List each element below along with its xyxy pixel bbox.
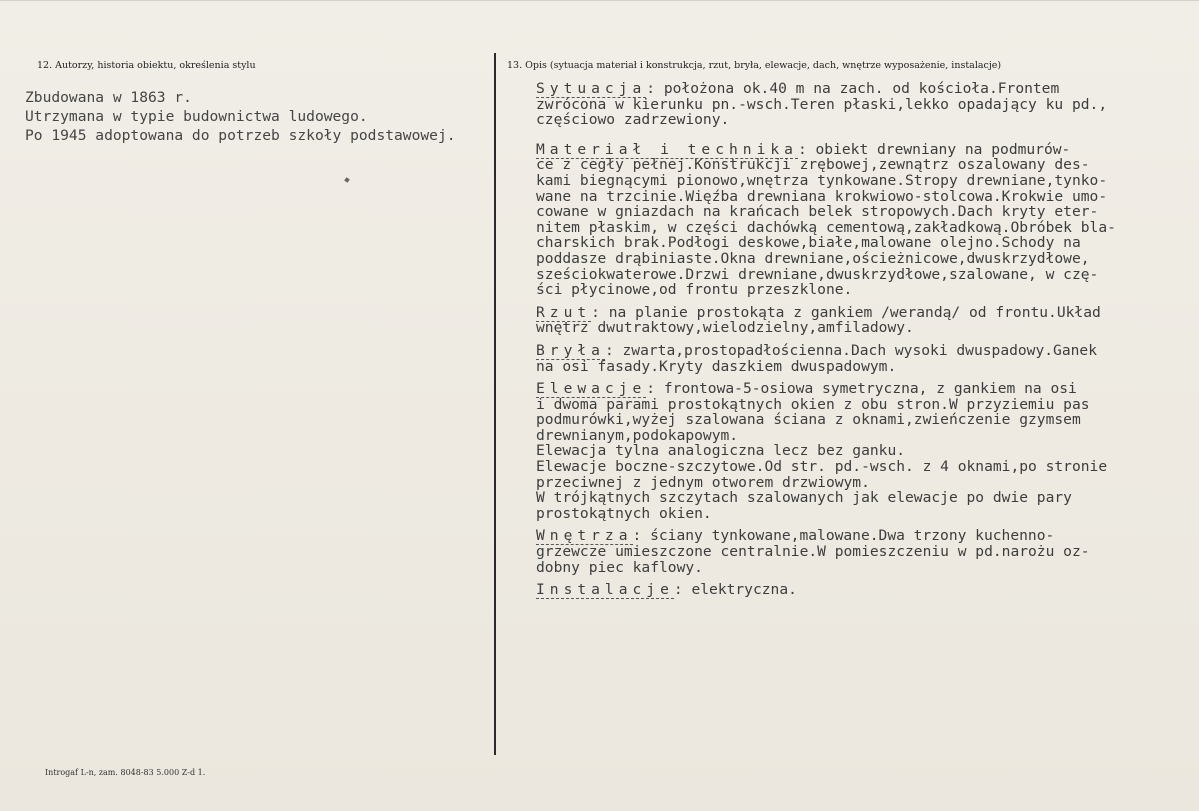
text-line: poddasze drąbiniaste.Okna drewniane,ościeżnicowe,dwuskrzydłowe, — [536, 249, 1090, 267]
text-line: i dwoma parami prostokątnych okien z obu stron.W przyziemiu pas — [536, 395, 1090, 413]
text-line: kami biegnącymi pionowo,wnętrza tynkowane.Stropy drewniane,tynko- — [536, 171, 1108, 189]
text-line: ściany tynkowane,malowane.Dwa trzony kuchenno- — [641, 527, 1055, 545]
heading-bryla: Bryła — [536, 341, 605, 359]
text-line: na osi fasady.Kryty daszkiem dwuspadowym. — [536, 357, 897, 375]
text-line: sześciokwaterowe.Drzwi drewniane,dwuskrzydłowe,szalowane, w czę- — [536, 265, 1099, 283]
text-line: wane na trzcinie.Więźba drewniana krokwiowo-stolcowa.Krokwie umo- — [536, 187, 1108, 205]
text-line: Elewacje boczne-szczytowe.Od str. pd.-wsch. z 4 oknami,po stronie — [536, 458, 1108, 476]
heading-elewacje: Elewacje — [536, 380, 647, 398]
paragraph-wnetrza: Wnętrza: ściany tynkowane,malowane.Dwa trzony kuchenno- grzewcze umieszczone centralnie.W pomieszczeniu w pd.narożu oz- dobny piec kaflowy. — [536, 528, 1196, 575]
text-line: elektryczna. — [682, 581, 797, 599]
text-line: obiekt drewniany na podmurów- — [806, 140, 1071, 158]
text-line: podmurówki,wyżej szalowana ściana z oknami,zwieńczenie gzymsem — [536, 411, 1081, 429]
heading-wnetrza: Wnętrza — [536, 527, 633, 545]
paragraph-elewacje: Elewacje: frontowa-5-osiowa symetryczna, z gankiem na osi i dwoma parami prostokątnych okien z obu stron.W przyziemiu pas podmurówki,wyżej szalowana ściana z oknami,zwieńczenie gzymsem drewnianym,podokapowym. Elewacja tylna analogiczna lecz bez ganku. Elewacje boczne-szczytowe.Od str. pd.-wsch. z 4 oknami,po stronie przeciwnej z jednym otworem drzwiowym. W trójkątnych szczytach szalowanych jak elewacje po dwie pary prostokątnych okien. — [536, 381, 1196, 521]
text-line: wnętrz dwutraktowy,wielodzielny,amfiladowy. — [536, 319, 914, 337]
text-line: ści płycinowe,od frontu przeszklone. — [536, 281, 853, 299]
text-line: częściowo zadrzewiony. — [536, 111, 730, 129]
column-divider — [494, 53, 496, 755]
text-line: położona ok.40 m na zach. od kościoła.Frontem — [655, 80, 1060, 97]
paragraph-rzut: Rzut: na planie prostokąta z gankiem /werandą/ od frontu.Układ wnętrz dwutraktowy,wielodzielny,amfiladowy. — [536, 305, 1196, 336]
text-line: ce z cegły pełnej.Konstrukcji zrębowej,zewnątrz oszalowany des- — [536, 156, 1090, 174]
history-line: Po 1945 adoptowana do potrzeb szkoły podstawowej. — [25, 127, 456, 144]
text-line: drewnianym,podokapowym. — [536, 426, 739, 444]
heading-material: Materiał i technika — [536, 140, 798, 158]
text-line: charskich brak.Podłogi deskowe,białe,malowane olejno.Schody na — [536, 234, 1081, 252]
text-line: dobny piec kaflowy. — [536, 558, 703, 576]
paragraph-sytuacja: Sytuacja: położona ok.40 m na zach. od kościoła.Frontem zwrócona w kierunku pn.-wsch.Teren płaski,lekko opadający ku pd., częściowo zadrzewiony. — [536, 81, 1196, 128]
paragraph-instalacje: Instalacje: elektryczna. — [536, 581, 797, 599]
paragraph-bryla: Bryła: zwarta,prostopadłościenna.Dach wysoki dwuspadowy.Ganek na osi fasady.Kryty daszkiem dwuspadowym. — [536, 343, 1196, 374]
text-line: prostokątnych okien. — [536, 504, 712, 522]
history-text — [25, 88, 490, 145]
text-line: na planie prostokąta z gankiem /werandą/ od frontu.Układ — [599, 303, 1101, 321]
text-line: przeciwnej z jednym otworem drzwiowym. — [536, 473, 870, 491]
text-line: Elewacja tylna analogiczna lecz bez ganku. — [536, 442, 906, 460]
paragraph-material: Materiał i technika: obiekt drewniany na podmurów- ce z cegły pełnej.Konstrukcji zrębowej,zewnątrz oszalowany des- kami biegnącymi pionowo,wnętrza tynkowane.Stropy drewniane,tynko- wane na trzcinie.Więźba drewniana krokwiowo-stolcowa.Krokwie umo- cowane w gniazdach na krańcach belek stropowych.Dach kryty eter- nitem płaskim, w części dachówką cementową,zakładkową.Obróbek bla- charskich brak.Podłogi deskowe,białe,malowane olejno.Schody na poddasze drąbiniaste.Okna drewniane,ościeżnicowe,dwuskrzydłowe, sześciokwaterowe.Drzwi drewniane,dwuskrzydłowe,szalowane, w czę- ści płycinowe,od frontu przeszklone. — [536, 142, 1196, 298]
text-line: zwrócona w kierunku pn.-wsch.Teren płaski,lekko opadający ku pd., — [536, 95, 1108, 113]
printer-imprint: Introgaf L-n, zam. 8048-83 5.000 Z-d 1. — [45, 768, 206, 777]
text-line: cowane w gniazdach na krańcach belek stropowych.Dach kryty eter- — [536, 203, 1099, 221]
text-line: W trójkątnych szczytach szalowanych jak elewacje po dwie pary — [536, 489, 1072, 507]
heading-rzut: Rzut — [536, 303, 592, 321]
text-line: zwarta,prostopadłościenna.Dach wysoki dwuspadowy.Ganek — [613, 341, 1097, 359]
text-line: frontowa-5-osiowa symetryczna, z gankiem na osi — [655, 380, 1077, 398]
section-12-header: 12. Autorzy, historia obiektu, określenia stylu — [37, 60, 256, 71]
history-line: Zbudowana w 1863 r. — [25, 89, 192, 106]
heading-sytuacja: Sytuacja — [536, 80, 647, 97]
text-line: nitem płaskim, w części dachówką cementową,zakładkową.Obróbek bla- — [536, 218, 1116, 236]
section-13-header: 13. Opis (sytuacja materiał i konstrukcja, rzut, bryła, elewacje, dach, wnętrze wyposażenie, instalacje) — [507, 60, 1002, 71]
heading-instalacje: Instalacje — [536, 581, 674, 599]
text-line: grzewcze umieszczone centralnie.W pomieszczeniu w pd.narożu oz- — [536, 543, 1090, 561]
pen-mark — [344, 177, 350, 183]
history-line: Utrzymana w typie budownictwa ludowego. — [25, 108, 368, 125]
description-text — [536, 81, 1196, 605]
